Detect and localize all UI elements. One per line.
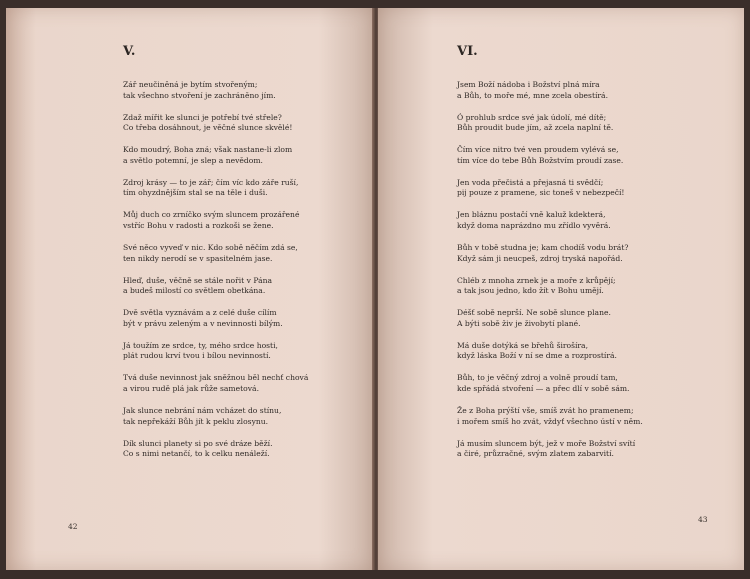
verse-line: když doma naprázdno mu zřídlo vyvěrá.: [457, 220, 611, 230]
stanza: [123, 210, 299, 231]
stanza: [457, 178, 624, 199]
stanza: [123, 439, 273, 460]
verse-line: Zdaž mířit ke slunci je potřebí tvé střele?: [123, 112, 282, 122]
stanza: [123, 276, 272, 297]
stanza: [123, 80, 276, 101]
verse-line: a čiré, průzračné, svým zlatem zabarvití.: [457, 449, 614, 459]
verse-line: Já musím sluncem být, jež v moře Božství svítí: [457, 438, 636, 448]
verse-line: a virou rudě plá jak růže sametová.: [123, 383, 259, 393]
verse-line: vstříc Bohu v radosti a rozkoši se žene.: [123, 220, 274, 230]
verse-line: pij pouze z pramene, sic toneš v nebezpečí!: [457, 188, 625, 198]
verse-line: Kdo moudrý, Boha zná; však nastane-li zlom: [123, 145, 293, 155]
right-page: [378, 8, 744, 570]
stanza: [123, 113, 292, 134]
verse-line: Jak slunce nebrání nám vcházet do stínu,: [123, 406, 282, 415]
verse-line: Zdroj krásy — to je zář; čím víc kdo záře ruší,: [123, 177, 299, 187]
verse-line: Že z Boha prýští vše, smíš zvát ho pramenem;: [457, 406, 634, 415]
verse-line: být v právu zeleným a v nevinnosti bílým.: [123, 318, 283, 328]
verse-line: tím více do tebe Bůh Božstvím proudí zase.: [457, 155, 624, 165]
verse-line: Bůh v tobě studna je; kam chodíš vodu brát?: [457, 243, 629, 252]
verse-line: Hleď, duše, věčně se stále nořit v Pána: [123, 275, 273, 285]
open-book: [6, 8, 744, 570]
verse-line: a tak jsou jedno, kdo žít v Bohu umějí.: [457, 286, 604, 296]
left-page-heading: V.: [123, 44, 136, 59]
verse-line: kde spřádá stvoření — a přec dlí v sobě sám.: [457, 383, 630, 393]
right-page-number: 43: [698, 515, 708, 524]
verse-line: Své něco vyveď v nic. Kdo sobě něčím zdá se,: [123, 243, 298, 252]
verse-line: Ó prohlub srdce své jak údolí, mé dítě;: [457, 112, 607, 122]
stanza: [457, 276, 616, 297]
verse-line: tak všechno stvoření je zachráněno jím.: [123, 90, 276, 100]
stanza: [457, 80, 608, 101]
verse-line: a Bůh, to moře mé, mne zcela obestírá.: [457, 90, 608, 100]
verse-line: a světlo potemní, je slep a nevědom.: [123, 155, 263, 165]
stanza: [123, 341, 278, 362]
stanza: [123, 178, 298, 199]
stanza: [457, 341, 617, 362]
stanza: [457, 113, 613, 134]
stanza: [457, 373, 629, 394]
verse-line: Zář neučiněná je bytím stvořeným;: [123, 80, 258, 89]
stanza: [457, 210, 611, 231]
stanza: [457, 243, 628, 264]
stanza: [457, 406, 643, 427]
verse-line: Můj duch co zrníčko svým sluncem prozářené: [123, 210, 300, 220]
verse-line: Já toužím ze srdce, ty, mého srdce hosti,: [123, 340, 278, 350]
verse-line: Déšť sobě neprší. Ne sobě slunce plane.: [457, 308, 611, 318]
verse-line: Chléb z mnoha zrnek je a moře z krůpějí;: [457, 275, 616, 285]
left-page-number: 42: [68, 522, 78, 531]
verse-line: tím ohyzdnějším stal se na těle i duši.: [123, 188, 268, 198]
verse-line: Bůh proudit bude jím, až zcela naplní tě.: [457, 123, 614, 133]
verse-line: plát rudou krví tvou i bílou nevinností.: [123, 351, 271, 361]
verse-line: Dvě světla vyznávám a z celé duše cílím: [123, 308, 277, 318]
verse-line: Jen bláznu postačí vně kaluž kdekterá,: [457, 210, 606, 220]
stanza: [123, 406, 281, 427]
right-page-heading: VI.: [457, 44, 478, 59]
verse-line: Čím více nitro tvé ven proudem vylévá se,: [457, 145, 619, 155]
verse-line: Dík slunci planety si po své dráze běží.: [123, 438, 273, 448]
verse-line: Tvá duše nevinnost jak sněžnou běl nechť chová: [123, 373, 309, 383]
left-page: [6, 8, 374, 570]
verse-line: ten nikdy nerodí se v spasitelném jase.: [123, 253, 273, 263]
stanza: [457, 308, 611, 329]
verse-line: Co s nimi netančí, to k celku nenáleží.: [123, 449, 270, 459]
page-edge-shadow: [6, 8, 36, 570]
stanza: [123, 373, 308, 394]
stanza: [457, 145, 623, 166]
stanza: [123, 243, 298, 264]
stanza: [123, 308, 283, 329]
stanza: [457, 439, 635, 460]
verse-line: a budeš milostí co světlem obetkána.: [123, 286, 266, 296]
verse-line: A býti sobě živ je živobytí plané.: [457, 318, 581, 328]
verse-line: Má duše dotýká se břehů širošíra,: [457, 340, 588, 350]
verse-line: tak nepřekáží Bůh jít k peklu zlosynu.: [123, 416, 269, 426]
stanza: [123, 145, 292, 166]
verse-line: Jsem Boží nádoba i Božství plná míra: [457, 80, 600, 89]
verse-line: i mořem smíš ho zvát, vždyť všechno ústí v něm.: [457, 416, 643, 426]
verse-line: Když sám ji neucpeš, zdroj tryská napořád.: [457, 253, 623, 263]
verse-line: Bůh, to je věčný zdroj a volně proudí tam,: [457, 373, 618, 383]
verse-line: Jen voda přečistá a přejasná ti svědčí;: [457, 177, 604, 187]
verse-line: když láska Boží v ní se dme a rozprostírá.: [457, 351, 617, 361]
verse-line: Co třeba dosáhnout, je věčné slunce skvělé!: [123, 123, 293, 133]
